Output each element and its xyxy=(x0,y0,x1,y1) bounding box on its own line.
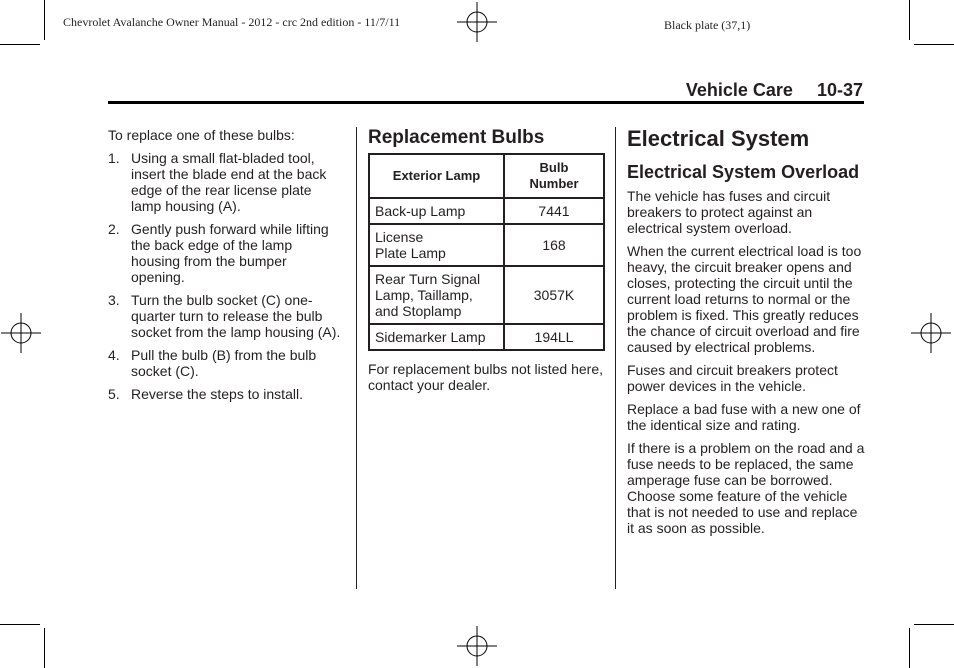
table-row xyxy=(369,198,604,224)
header-rule xyxy=(108,101,864,104)
step-number: 1. xyxy=(108,150,120,166)
bulb-number-cell: 194LL xyxy=(504,324,604,350)
body-paragraph: When the current electrical load is too heavy, the circuit breaker opens and closes, protecting the circuit until the current load returns to normal or the problem is fixed. This greatly reduces the chance of circuit overload and fire caused by electrical problems. xyxy=(627,243,862,355)
crop-mark xyxy=(909,628,910,668)
subsection-heading: Electrical System Overload xyxy=(627,162,860,182)
lamp-cell: Rear Turn Signal Lamp, Taillamp, and Stoplamp xyxy=(369,266,504,324)
crop-mark xyxy=(44,0,45,40)
crop-mark xyxy=(0,624,40,625)
column-divider xyxy=(615,127,616,589)
step-text: Reverse the steps to install. xyxy=(131,386,303,402)
print-source-line: Chevrolet Avalanche Owner Manual - 2012 - crc 2nd edition - 11/7/11 xyxy=(63,15,401,29)
body-paragraph: If there is a problem on the road and a fuse needs to be replaced, the same amperage fuse can be borrowed. Choose some feature of the vehicle that is not needed to use and replace it as soon as possible. xyxy=(627,440,865,536)
section-title: Vehicle Care xyxy=(685,80,793,100)
crop-mark xyxy=(914,44,954,45)
registration-mark-icon xyxy=(911,313,951,353)
step-text: Turn the bulb socket (C) one-quarter turn to release the bulb socket from the lamp housing (A). xyxy=(131,292,341,340)
crop-mark xyxy=(909,0,910,40)
bulb-number-cell: 168 xyxy=(504,224,604,266)
steps-list xyxy=(108,150,343,402)
crop-mark xyxy=(914,624,954,625)
column-header: Exterior Lamp xyxy=(369,154,504,198)
body-paragraph: Fuses and circuit breakers protect power devices in the vehicle. xyxy=(627,362,838,394)
bulb-number-cell: 3057K xyxy=(504,266,604,324)
step-text: Using a small flat-bladed tool, insert the blade end at the back edge of the rear license plate lamp housing (A). xyxy=(131,150,327,214)
list-item xyxy=(108,386,343,402)
page-number: 10-37 xyxy=(816,80,863,100)
column-electrical-system xyxy=(627,126,867,543)
column-header: Bulb Number xyxy=(504,154,604,198)
bulb-number-cell: 7441 xyxy=(504,198,604,224)
step-number: 2. xyxy=(108,221,120,237)
registration-mark-icon xyxy=(457,626,497,666)
step-number: 5. xyxy=(108,386,120,402)
list-item xyxy=(108,221,343,285)
crop-mark xyxy=(44,628,45,668)
section-heading: Replacement Bulbs xyxy=(368,127,545,148)
crop-mark xyxy=(0,44,40,45)
replacement-note: For replacement bulbs not listed here, contact your dealer. xyxy=(368,361,604,393)
step-number: 3. xyxy=(108,292,120,308)
column-bulb-steps xyxy=(108,127,343,409)
table-row xyxy=(369,266,604,324)
lamp-cell: License Plate Lamp xyxy=(369,224,504,266)
body-paragraph: The vehicle has fuses and circuit breakers to protect against an electrical system overload. xyxy=(627,188,831,236)
registration-mark-icon xyxy=(457,2,497,42)
chapter-title: Electrical System xyxy=(627,126,810,151)
table-row xyxy=(369,324,604,350)
bulb-table xyxy=(368,153,605,351)
list-item xyxy=(108,150,343,214)
list-item xyxy=(108,347,343,379)
column-replacement-bulbs xyxy=(368,127,605,400)
list-item xyxy=(108,292,343,340)
lamp-cell: Sidemarker Lamp xyxy=(369,324,504,350)
table-header-row xyxy=(369,154,604,198)
column-divider xyxy=(356,127,357,589)
running-header xyxy=(686,80,863,101)
table-row xyxy=(369,224,604,266)
step-text: Pull the bulb (B) from the bulb socket (C). xyxy=(131,347,317,379)
step-number: 4. xyxy=(108,347,120,363)
body-paragraph: Replace a bad fuse with a new one of the identical size and rating. xyxy=(627,401,861,433)
plate-label: Black plate (37,1) xyxy=(664,18,751,32)
lamp-cell: Back-up Lamp xyxy=(369,198,504,224)
step-text: Gently push forward while lifting the back edge of the lamp housing from the bumper opening. xyxy=(131,221,329,285)
registration-mark-icon xyxy=(1,313,41,353)
steps-intro: To replace one of these bulbs: xyxy=(108,127,295,143)
